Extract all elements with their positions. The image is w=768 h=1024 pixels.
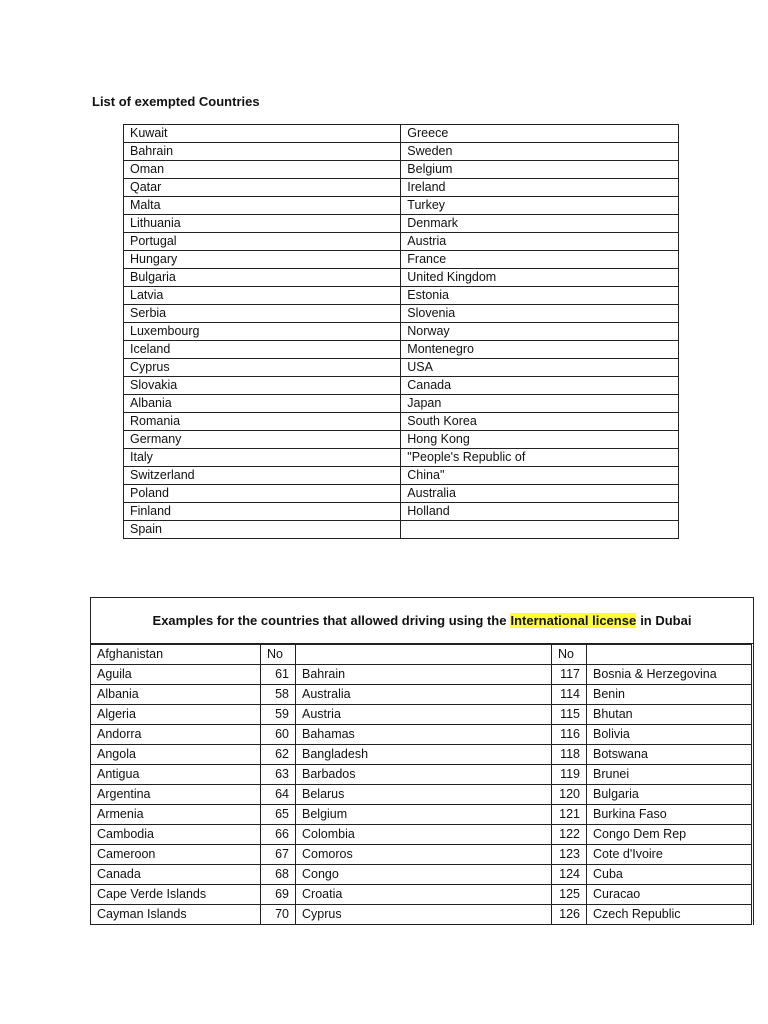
header-cell	[296, 645, 552, 665]
table-row	[124, 143, 679, 161]
table-row	[124, 179, 679, 197]
country-cell-left: Italy	[124, 449, 401, 467]
table-row	[124, 251, 679, 269]
country-cell-left: Bulgaria	[124, 269, 401, 287]
country-cell: Aguila	[91, 665, 261, 685]
country-cell-left: Portugal	[124, 233, 401, 251]
country-cell-right: France	[401, 251, 679, 269]
country-cell-right: South Korea	[401, 413, 679, 431]
table-row	[91, 685, 752, 705]
country-cell-left: Switzerland	[124, 467, 401, 485]
number-cell: 61	[261, 665, 296, 685]
country-cell-left: Serbia	[124, 305, 401, 323]
table-row	[91, 865, 752, 885]
table-row	[124, 413, 679, 431]
table-row	[124, 215, 679, 233]
country-cell-right	[401, 521, 679, 539]
table-header-row	[91, 645, 752, 665]
number-cell: 67	[261, 845, 296, 865]
table-row	[91, 885, 752, 905]
country-cell-left: Cyprus	[124, 359, 401, 377]
table-row	[91, 805, 752, 825]
country-cell-right: Ireland	[401, 179, 679, 197]
country-cell: Croatia	[296, 885, 552, 905]
country-cell: Bangladesh	[296, 745, 552, 765]
country-cell-right: Canada	[401, 377, 679, 395]
country-cell-right: Estonia	[401, 287, 679, 305]
country-cell: Albania	[91, 685, 261, 705]
number-cell: 120	[552, 785, 587, 805]
number-cell: 65	[261, 805, 296, 825]
table-row	[124, 521, 679, 539]
table-row	[124, 197, 679, 215]
number-cell: 122	[552, 825, 587, 845]
column-header-no: No	[261, 645, 296, 665]
country-cell-left: Latvia	[124, 287, 401, 305]
country-cell: Cyprus	[296, 905, 552, 925]
table-row	[124, 287, 679, 305]
international-license-title	[91, 598, 753, 644]
country-cell: Andorra	[91, 725, 261, 745]
country-cell: Cote d'Ivoire	[587, 845, 752, 865]
table-row	[91, 845, 752, 865]
number-cell: 70	[261, 905, 296, 925]
country-cell: Algeria	[91, 705, 261, 725]
country-cell-right: Holland	[401, 503, 679, 521]
table-row	[124, 431, 679, 449]
country-cell-right: Japan	[401, 395, 679, 413]
title-highlight: International license	[510, 613, 637, 628]
country-cell: Bulgaria	[587, 785, 752, 805]
country-cell-right: Slovenia	[401, 305, 679, 323]
country-cell: Comoros	[296, 845, 552, 865]
table-row	[91, 705, 752, 725]
table-row	[124, 503, 679, 521]
exempted-countries-table	[123, 124, 679, 539]
number-cell: 119	[552, 765, 587, 785]
country-cell: Bosnia & Herzegovina	[587, 665, 752, 685]
number-cell: 63	[261, 765, 296, 785]
country-cell-left: Albania	[124, 395, 401, 413]
country-cell-left: Iceland	[124, 341, 401, 359]
number-cell: 124	[552, 865, 587, 885]
country-cell: Belarus	[296, 785, 552, 805]
country-cell: Cuba	[587, 865, 752, 885]
number-cell: 114	[552, 685, 587, 705]
number-cell: 69	[261, 885, 296, 905]
number-cell: 116	[552, 725, 587, 745]
country-cell-right: Australia	[401, 485, 679, 503]
country-cell-right: Belgium	[401, 161, 679, 179]
number-cell: 121	[552, 805, 587, 825]
country-cell: Cambodia	[91, 825, 261, 845]
country-cell-left: Poland	[124, 485, 401, 503]
country-cell: Botswana	[587, 745, 752, 765]
title-text-after: in Dubai	[640, 613, 692, 628]
country-cell: Bhutan	[587, 705, 752, 725]
country-cell: Antigua	[91, 765, 261, 785]
country-cell-left: Malta	[124, 197, 401, 215]
number-cell: 125	[552, 885, 587, 905]
country-cell-right: Norway	[401, 323, 679, 341]
table-row	[124, 377, 679, 395]
country-cell: Cameroon	[91, 845, 261, 865]
country-cell-right: Austria	[401, 233, 679, 251]
table-row	[124, 233, 679, 251]
country-cell: Bahrain	[296, 665, 552, 685]
country-cell: Argentina	[91, 785, 261, 805]
table-row	[124, 305, 679, 323]
header-cell	[587, 645, 752, 665]
country-cell: Curacao	[587, 885, 752, 905]
country-cell: Congo Dem Rep	[587, 825, 752, 845]
title-text-before: Examples for the countries that allowed driving using the	[152, 613, 507, 628]
country-cell-left: Finland	[124, 503, 401, 521]
country-cell-left: Oman	[124, 161, 401, 179]
table-row	[91, 725, 752, 745]
country-cell-right: China"	[401, 467, 679, 485]
country-cell-right: "People's Republic of	[401, 449, 679, 467]
table-row	[124, 161, 679, 179]
country-cell: Barbados	[296, 765, 552, 785]
country-cell: Bahamas	[296, 725, 552, 745]
country-cell: Austria	[296, 705, 552, 725]
country-cell: Bolivia	[587, 725, 752, 745]
number-cell: 59	[261, 705, 296, 725]
country-cell-left: Spain	[124, 521, 401, 539]
country-cell-right: Turkey	[401, 197, 679, 215]
number-cell: 58	[261, 685, 296, 705]
table-row	[91, 825, 752, 845]
country-cell: Colombia	[296, 825, 552, 845]
table-row	[91, 665, 752, 685]
table-row	[124, 269, 679, 287]
country-cell: Cayman Islands	[91, 905, 261, 925]
table-row	[124, 449, 679, 467]
country-cell-left: Hungary	[124, 251, 401, 269]
country-cell-left: Kuwait	[124, 125, 401, 143]
number-cell: 64	[261, 785, 296, 805]
country-cell-left: Bahrain	[124, 143, 401, 161]
number-cell: 68	[261, 865, 296, 885]
international-license-table	[90, 644, 752, 925]
number-cell: 117	[552, 665, 587, 685]
table-row	[91, 745, 752, 765]
exempted-list-title: List of exempted Countries	[92, 94, 260, 109]
country-cell: Brunei	[587, 765, 752, 785]
country-cell-right: USA	[401, 359, 679, 377]
country-cell-left: Germany	[124, 431, 401, 449]
country-cell: Burkina Faso	[587, 805, 752, 825]
country-cell: Armenia	[91, 805, 261, 825]
country-cell: Canada	[91, 865, 261, 885]
header-cell: Afghanistan	[91, 645, 261, 665]
number-cell: 123	[552, 845, 587, 865]
table-row	[124, 467, 679, 485]
international-license-section	[90, 597, 754, 925]
table-row	[91, 785, 752, 805]
country-cell-left: Qatar	[124, 179, 401, 197]
table-row	[91, 765, 752, 785]
country-cell: Angola	[91, 745, 261, 765]
country-cell-right: Montenegro	[401, 341, 679, 359]
number-cell: 115	[552, 705, 587, 725]
number-cell: 66	[261, 825, 296, 845]
country-cell-right: Sweden	[401, 143, 679, 161]
table-row	[91, 905, 752, 925]
country-cell-right: Greece	[401, 125, 679, 143]
number-cell: 126	[552, 905, 587, 925]
country-cell-right: Hong Kong	[401, 431, 679, 449]
table-row	[124, 341, 679, 359]
country-cell-right: United Kingdom	[401, 269, 679, 287]
country-cell: Cape Verde Islands	[91, 885, 261, 905]
column-header-no: No	[552, 645, 587, 665]
country-cell-left: Romania	[124, 413, 401, 431]
country-cell-left: Luxembourg	[124, 323, 401, 341]
number-cell: 118	[552, 745, 587, 765]
country-cell-right: Denmark	[401, 215, 679, 233]
country-cell: Congo	[296, 865, 552, 885]
country-cell: Czech Republic	[587, 905, 752, 925]
table-row	[124, 125, 679, 143]
country-cell-left: Lithuania	[124, 215, 401, 233]
table-row	[124, 323, 679, 341]
country-cell-left: Slovakia	[124, 377, 401, 395]
number-cell: 62	[261, 745, 296, 765]
country-cell: Benin	[587, 685, 752, 705]
number-cell: 60	[261, 725, 296, 745]
country-cell: Belgium	[296, 805, 552, 825]
table-row	[124, 395, 679, 413]
country-cell: Australia	[296, 685, 552, 705]
table-row	[124, 359, 679, 377]
table-row	[124, 485, 679, 503]
